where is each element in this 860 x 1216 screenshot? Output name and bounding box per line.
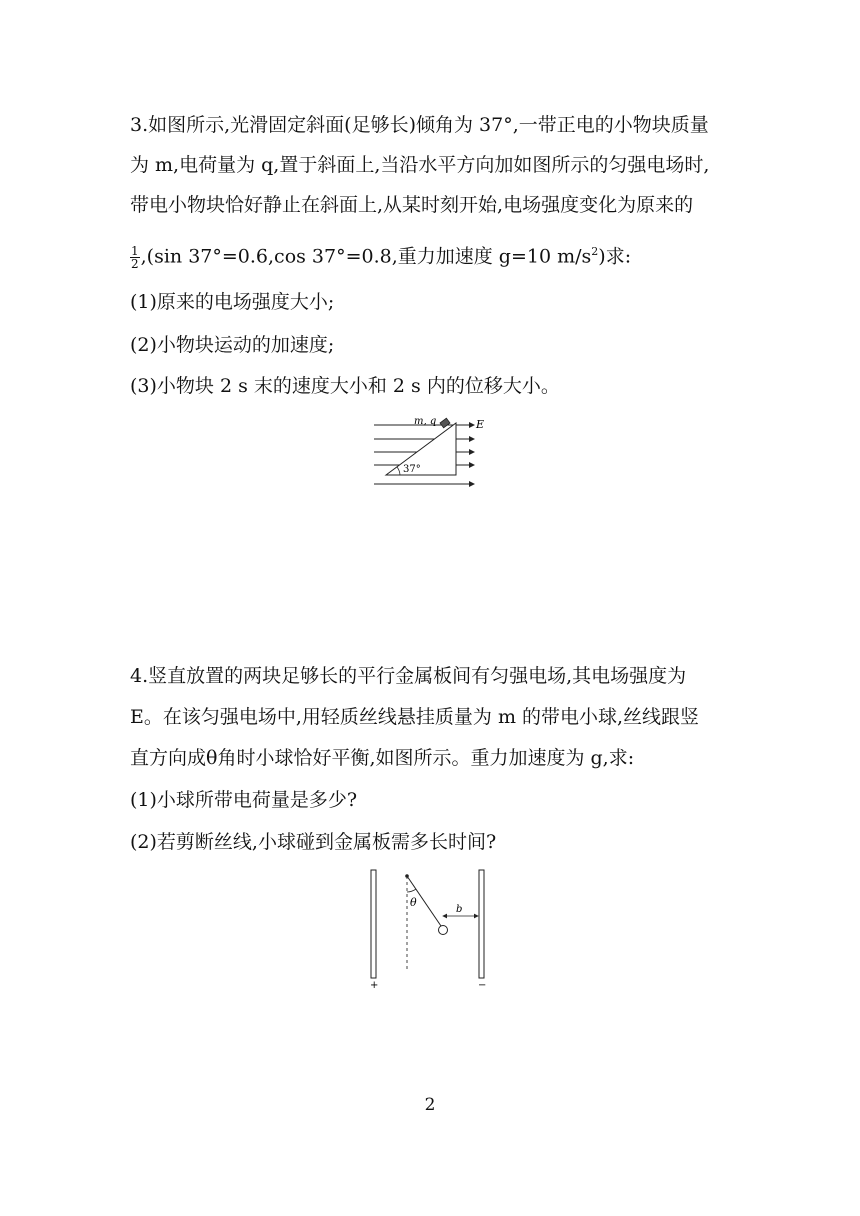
q3-sub-2: (2)小物块运动的加速度;: [130, 334, 335, 356]
theta-label: θ: [410, 896, 417, 909]
right-plate: [479, 870, 484, 978]
q4-line-2: E。在该匀强电场中,用轻质丝线悬挂质量为 m 的带电小球,丝线跟竖: [130, 706, 700, 728]
positive-sign: +: [370, 980, 379, 990]
q3-sub-1: (1)原来的电场强度大小;: [130, 291, 335, 313]
q3-sub-3: (3)小物块 2 s 末的速度大小和 2 s 内的位移大小。: [130, 375, 560, 397]
fraction-one-half: [130, 245, 140, 270]
angle-label: 37°: [403, 464, 421, 475]
q4-sub-1: (1)小球所带电荷量是多少?: [130, 789, 358, 811]
fraction-numerator: 1: [131, 243, 139, 258]
q3-line-3: 带电小物块恰好静止在斜面上,从某时刻开始,电场强度变化为原来的: [130, 194, 694, 216]
fraction-denominator: 2: [131, 256, 139, 271]
q4-line-3: 直方向成θ角时小球恰好平衡,如图所示。重力加速度为 g,求:: [130, 747, 635, 769]
charged-ball: [439, 926, 448, 935]
left-plate: [371, 870, 376, 978]
q3-line-4-text: ,(sin 37°=0.6,cos 37°=0.8,重力加速度 g=10 m/s: [140, 245, 592, 268]
q3-line-4: [130, 240, 631, 270]
q4-plates-figure: [362, 866, 492, 990]
q3-line-4-end: )求:: [598, 245, 632, 268]
negative-sign: −: [478, 980, 487, 990]
theta-arc: [407, 889, 416, 892]
superscript-2: 2: [591, 245, 599, 258]
block: [440, 418, 450, 428]
distance-b-label: b: [456, 904, 463, 915]
q4-line-1: 4.竖直放置的两块足够长的平行金属板间有匀强电场,其电场强度为: [130, 665, 687, 687]
page-number: 2: [424, 1095, 436, 1115]
q3-line-1: 3.如图所示,光滑固定斜面(足够长)倾角为 37°,一带正电的小物块质量: [130, 114, 709, 136]
mass-charge-label: m, q: [414, 416, 437, 427]
field-label: E: [476, 418, 485, 431]
incline-triangle: [386, 423, 456, 475]
q3-line-2: 为 m,电荷量为 q,置于斜面上,当沿水平方向加如图所示的匀强电场时,: [130, 154, 710, 176]
q3-incline-figure: [370, 412, 490, 490]
q4-sub-2: (2)若剪断丝线,小球碰到金属板需多长时间?: [130, 831, 497, 853]
